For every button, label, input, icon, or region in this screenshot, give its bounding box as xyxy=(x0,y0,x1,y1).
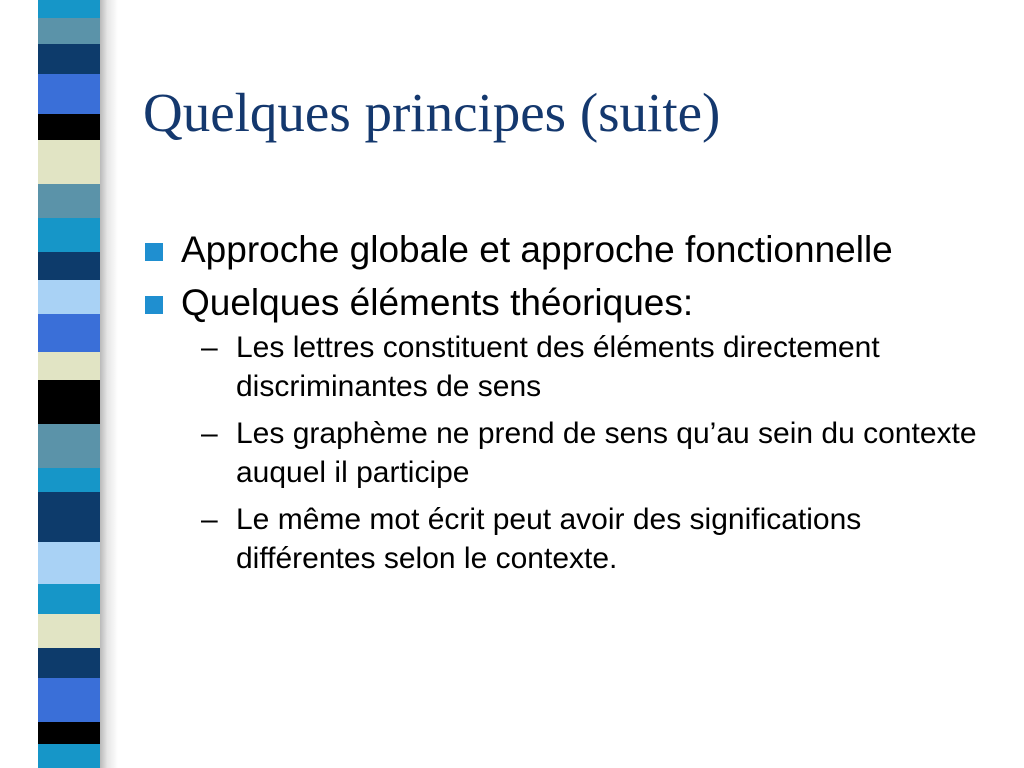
sub-bullet-text: Le même mot écrit peut avoir des significations différentes selon le contexte. xyxy=(236,503,862,575)
sub-bullet-item xyxy=(191,328,1005,406)
stripe-block xyxy=(38,678,100,722)
sub-bullet-text: Les graphème ne prend de sens qu’au sein du contexte auquel il participe xyxy=(236,417,977,489)
stripe-block xyxy=(38,252,100,280)
bullet-item xyxy=(145,279,1005,578)
sub-bullet-text: Les lettres constituent des éléments directement discriminantes de sens xyxy=(236,331,880,403)
stripe-block xyxy=(38,584,100,614)
stripe-block xyxy=(38,0,100,18)
decorative-stripe-bar xyxy=(38,0,100,768)
stripe-block xyxy=(38,18,100,44)
stripe-block xyxy=(38,380,100,424)
stripe-block xyxy=(38,280,100,314)
stripe-block xyxy=(38,44,100,74)
stripe-shadow xyxy=(100,0,118,768)
stripe-block xyxy=(38,140,100,184)
sub-bullet-item xyxy=(191,500,1005,578)
stripe-block xyxy=(38,492,100,542)
dash-marker: – xyxy=(201,503,218,536)
bullet-item xyxy=(145,226,1005,273)
stripe-block xyxy=(38,614,100,648)
stripe-block xyxy=(38,542,100,584)
bullet-text: Approche globale et approche fonctionnelle xyxy=(181,229,893,270)
stripe-block xyxy=(38,184,100,218)
slide-title: Quelques principes (suite) xyxy=(143,82,721,143)
bullet-text: Quelques éléments théoriques: xyxy=(181,282,694,323)
stripe-block xyxy=(38,314,100,352)
square-bullet-icon xyxy=(145,243,163,261)
stripe-block xyxy=(38,352,100,380)
stripe-block xyxy=(38,424,100,468)
slide-body xyxy=(145,226,1005,586)
stripe-block xyxy=(38,744,100,768)
sub-bullet-list xyxy=(181,328,1005,578)
dash-marker: – xyxy=(201,331,218,364)
sub-bullet-item xyxy=(191,414,1005,492)
stripe-block xyxy=(38,468,100,492)
dash-marker: – xyxy=(201,417,218,450)
stripe-block xyxy=(38,648,100,678)
stripe-block xyxy=(38,722,100,744)
square-bullet-icon xyxy=(145,296,163,314)
stripe-block xyxy=(38,74,100,114)
stripe-block xyxy=(38,114,100,140)
stripe-block xyxy=(38,218,100,252)
